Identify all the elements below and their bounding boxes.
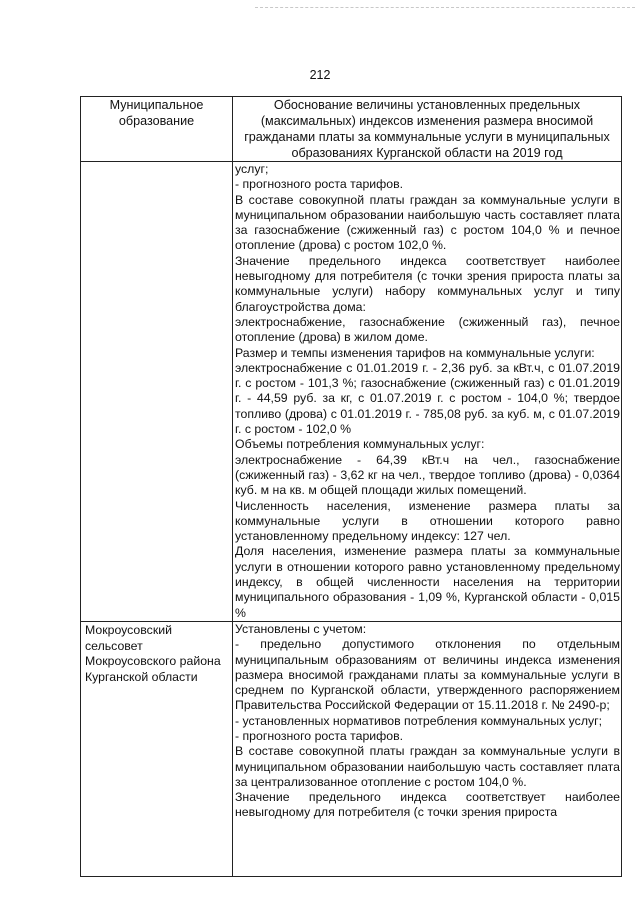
header-municipality: Муниципальное образование [81,97,233,162]
table-row [81,162,622,622]
municipality-line: Мокроусовский [85,622,172,637]
paragraph: В составе совокупной платы граждан за коммунальные услуги в муниципальном образовании наибольшую часть составляет плата за централизованное отопление с ростом 104,0 %. [235,744,620,789]
table-header-row [81,97,622,162]
paragraph: Значение предельного индекса соответствует наиболее невыгодному для потребителя (с точки зрения прироста [235,790,620,820]
paragraph: Доля населения, изменение размера платы за коммунальные услуги в отношении которого равно установленному предельному индексу, в общей численности населения на территории муниципального образования - 1,09 %, Курганской области - 0,015 % [235,544,620,620]
paragraph: Установлены с учетом: [235,621,367,636]
municipality-cell [81,621,233,876]
municipality-name [81,162,232,163]
justification-cell [233,162,622,622]
paragraph: электроснабжение - 64,39 кВт.ч на чел., газоснабжение (сжиженный газ) - 3,62 кг на чел., твердое топливо (дрова) - 0,0364 куб. м на кв. м общей площади жилых помещений. [235,452,620,498]
paragraph: электроснабжение с 01.01.2019 г. - 2,36 руб. за кВт.ч, с 01.07.2019 г. с ростом - 101,3 %; газоснабжение (сжиженный газ) с 01.01.2019 г. - 44,59 руб. за кг, с 01.07.2019 г. с ростом - 104,0 %; твердое топливо (дрова) с 01.01.2019 г. - 785,08 руб. за куб. м, с 01.07.2019 г. с ростом - 102,0 % [235,360,620,437]
paragraph: Объемы потребления коммунальных услуг: [235,437,485,452]
paragraph: - установленных нормативов потребления коммунальных услуг; [235,713,603,728]
paragraph: электроснабжение, газоснабжение (сжиженный газ), печное отопление (дрова) в жилом доме. [235,314,620,345]
paragraph: Размер и темпы изменения тарифов на коммунальные услуги: [235,345,595,360]
justification-cell [233,621,622,876]
paragraph: услуг; [235,162,269,176]
municipality-name [81,622,232,685]
scan-artifact [255,7,635,12]
paragraph: Численность населения, изменение размера платы за коммунальные услуги в отношении которого равно установленному предельному индексу: 127 чел. [235,498,620,544]
paragraph: Значение предельного индекса соответствует наиболее невыгодному для потребителя (с точки зрения прироста платы за коммунальные услуги) набору коммунальных услуг и типу благоустройства дома: [235,253,620,314]
paragraph: В составе совокупной платы граждан за коммунальные услуги в муниципальном образовании наибольшую часть составляет плата за газоснабжение (сжиженный газ) с ростом 104,0 % и печное отопление (дрова) с ростом 102,0 %. [235,192,620,253]
table-row [81,621,622,876]
municipality-cell [81,162,233,622]
paragraph: - прогнозного роста тарифов. [235,177,404,192]
paragraph: - предельно допустимого отклонения по отдельным муниципальным образованиям от величины индекса изменения размера вносимой гражданами платы за коммунальные услуги в среднем по Курганской области, утвержденного распоряжением Правительства Российской Федерации от 15.11.2018 г. № 2490-р; [235,637,620,713]
municipality-line: Мокроусовского района [85,654,221,669]
municipality-line: Курганской области [85,669,198,684]
municipality-line: сельсовет [85,638,143,653]
header-justification: Обоснование величины установленных предельных (максимальных) индексов изменения размера вносимой гражданами платы за коммунальные услуги в муниципальных образованиях Курганской области на 2019 год [233,97,622,162]
page-number: 212 [309,68,331,82]
paragraph: - прогнозного роста тарифов. [235,728,404,743]
tariff-table [80,96,622,877]
